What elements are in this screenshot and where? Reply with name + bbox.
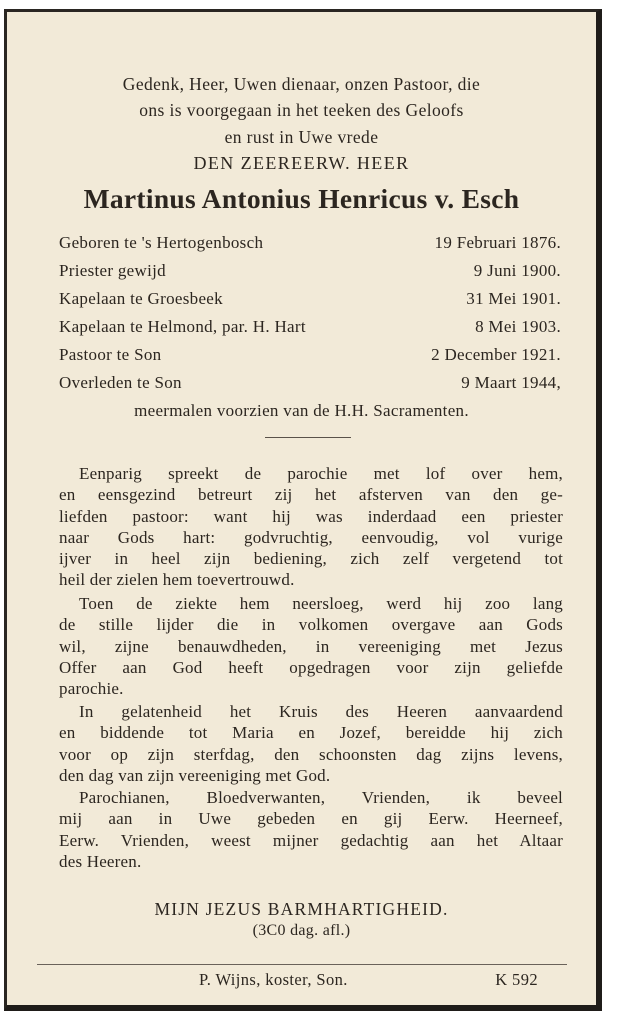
- motto: MIJN JEZUS BARMHARTIGHEID.: [154, 899, 449, 919]
- paragraph-line: naar Gods hart: godvruchtig, eenvoudig, vol vurige: [59, 527, 563, 547]
- paragraph-line: mij aan in Uwe gebeden en gij Eerw. Heerneef,: [59, 809, 563, 829]
- paragraph: [59, 593, 563, 699]
- paragraph: [59, 787, 563, 872]
- date-row-date: 8 Mei 1903.: [475, 317, 561, 336]
- date-row: [59, 317, 561, 341]
- date-row-date: 19 Februari 1876.: [434, 233, 561, 252]
- paragraph-line: In gelatenheid het Kruis des Heeren aanvaardend: [79, 702, 563, 721]
- memorial-card: [4, 9, 602, 1011]
- footer-rule: [37, 964, 567, 965]
- date-row: [59, 373, 561, 397]
- indulgence-note: (3C0 dag. afl.): [252, 922, 351, 939]
- intro-line-2: ons is voorgegaan in het teeken des Geloofs: [139, 100, 464, 120]
- date-row-date: 31 Mei 1901.: [466, 289, 561, 308]
- intro-line-1: Gedenk, Heer, Uwen dienaar, onzen Pastoor, die: [122, 74, 481, 94]
- card-code: K 592: [495, 970, 538, 989]
- paragraph-line: parochie.: [59, 679, 124, 699]
- honorific-title: DEN ZEEREERW. HEER: [193, 153, 410, 173]
- date-row: [59, 233, 561, 257]
- paragraph-line: wil, zijne benauwdheden, in vereeniging met Jezus: [59, 636, 563, 656]
- printer-credit: P. Wijns, koster, Son.: [199, 970, 348, 989]
- paragraph-line: heil der zielen hem toevertrouwd.: [59, 570, 295, 590]
- paragraph-line: Eenparig spreekt de parochie met lof over hem,: [79, 464, 563, 483]
- paragraph-line: de stille lijder die in volkomen overgave aan Gods: [59, 615, 563, 635]
- date-row-date: 2 December 1921.: [431, 345, 561, 364]
- deceased-name: Martinus Antonius Henricus v. Esch: [83, 183, 520, 214]
- date-row-label: Kapelaan te Helmond, par. H. Hart: [59, 317, 306, 336]
- paragraph-line: en eensgezind betreurt zij het afsterven van den ge-: [59, 485, 563, 505]
- date-row-label: Kapelaan te Groesbeek: [59, 289, 223, 308]
- paragraph: [59, 701, 563, 786]
- paragraph-line: voor op zijn sterfdag, den schoonsten dag zijns levens,: [59, 744, 563, 764]
- paragraph-line: liefden pastoor: want hij was inderdaad een priester: [59, 506, 563, 526]
- paragraph-line: en biddende tot Maria en Jozef, bereidde hij zich: [59, 723, 563, 743]
- date-row: [59, 261, 561, 285]
- paragraph-line: Eerw. Vrienden, weest mijner gedachtig aan het Altaar: [59, 830, 563, 850]
- date-row: [59, 289, 561, 313]
- paragraph-line: den dag van zijn vereeniging met God.: [59, 765, 331, 785]
- sacraments-line: meermalen voorzien van de H.H. Sacramenten.: [134, 401, 469, 420]
- paragraph-line: Offer aan God heeft opgedragen voor zijn geliefde: [59, 657, 563, 677]
- date-row: [59, 345, 561, 369]
- date-row-label: Geboren te 's Hertogenbosch: [59, 233, 264, 252]
- paragraph-line: ijver in heel zijn bediening, zich zelf vergetend tot: [59, 549, 563, 569]
- date-row-label: Priester gewijd: [59, 261, 166, 280]
- date-row-date: 9 Juni 1900.: [473, 261, 561, 280]
- date-row-label: Pastoor te Son: [59, 345, 162, 364]
- divider: [265, 437, 351, 438]
- intro-line-3: en rust in Uwe vrede: [224, 127, 379, 147]
- paragraph-line: Toen de ziekte hem neersloeg, werd hij zoo lang: [79, 594, 563, 613]
- paragraph-line: Parochianen, Bloedverwanten, Vrienden, ik beveel: [79, 788, 563, 807]
- paragraph-line: des Heeren.: [59, 851, 142, 871]
- date-row-date: 9 Maart 1944,: [461, 373, 561, 392]
- paragraph: [59, 463, 563, 591]
- date-row-label: Overleden te Son: [59, 373, 182, 392]
